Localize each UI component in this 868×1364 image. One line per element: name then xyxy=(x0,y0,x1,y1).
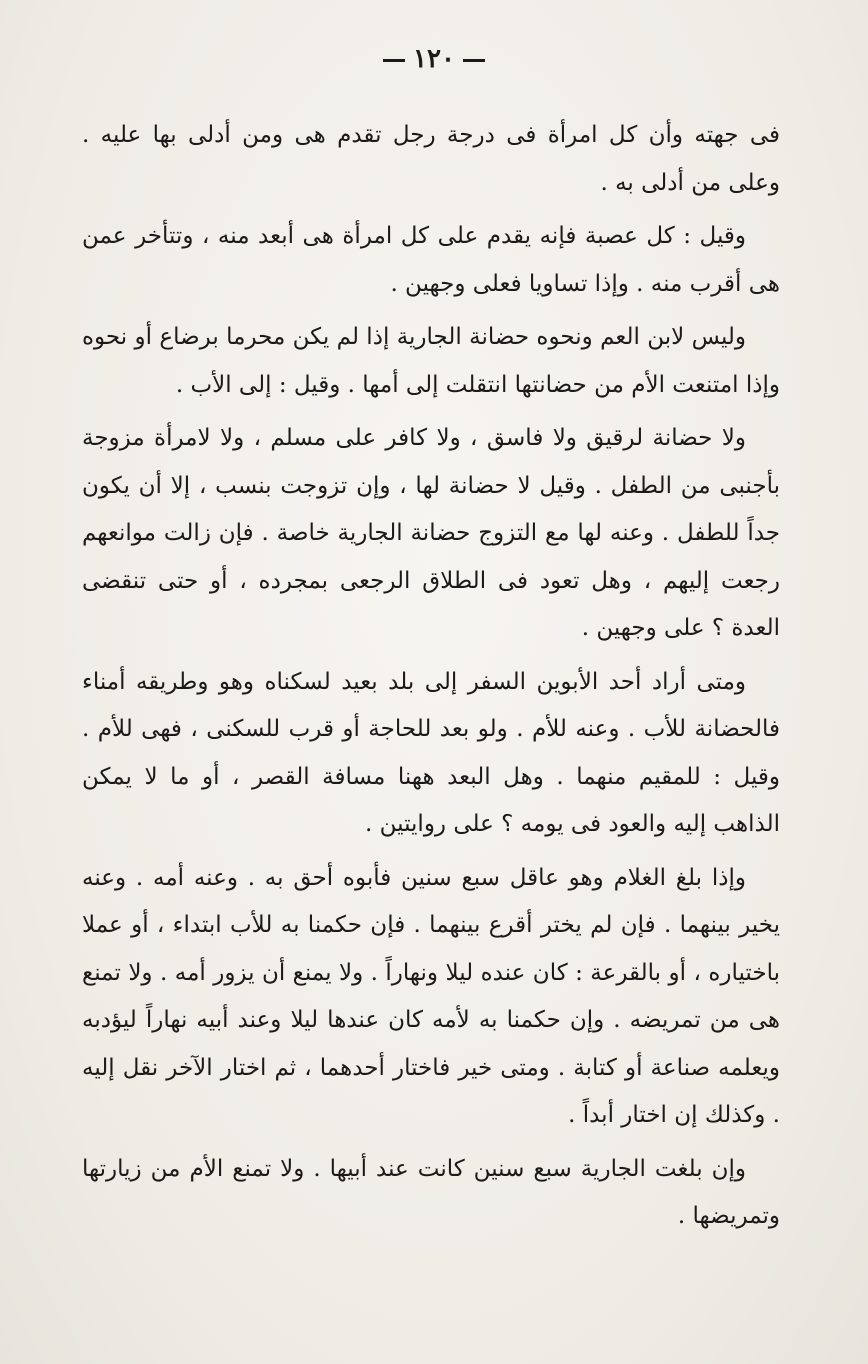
paragraph-4: ولا حضانة لرقيق ولا فاسق ، ولا كافر على مسلم ، ولا لامرأة مزوجة بأجنبى من الطفل . وقيل لا حضانة لها ، وإن تزوجت بنسب ، إلا أن يكون جداً للطفل . وعنه لها مع التزوج حضانة الجارية خاصة . فإن زالت موانعهم رجعت إليهم ، وهل تعود فى الطلاق الرجعى بمجرده ، أو حتى تنقضى العدة ؟ على وجهين . xyxy=(82,425,780,641)
page-number xyxy=(0,44,868,74)
paragraph-2: وقيل : كل عصبة فإنه يقدم على كل امرأة هى أبعد منه ، وتتأخر عمن هى أقرب منه . وإذا تساويا فعلى وجهين . xyxy=(82,223,780,297)
page-body xyxy=(82,112,780,1247)
paragraph-7: وإن بلغت الجارية سبع سنين كانت عند أبيها . ولا تمنع الأم من زيارتها وتمريضها . xyxy=(82,1155,780,1229)
paragraph-1: فى جهته وأن كل امرأة فى درجة رجل تقدم هى ومن أدلى بها عليه . وعلى من أدلى به . xyxy=(82,122,780,196)
paragraph-5: ومتى أراد أحد الأبوين السفر إلى بلد بعيد لسكناه وهو وطريقه أمناء فالحضانة للأب . وعنه للأم . ولو بعد للحاجة أو قرب للسكنى ، فهى للأم . وقيل : للمقيم منهما . وهل البعد ههنا مسافة القصر ، أو ما لا يمكن الذاهب إليه والعود فى يومه ؟ على روايتين . xyxy=(82,668,780,837)
left-dash xyxy=(383,59,405,62)
paragraph-6: وإذا بلغ الغلام وهو عاقل سبع سنين فأبوه أحق به . وعنه أمه . وعنه يخير بينهما . فإن لم يختر أقرع بينهما . فإن حكمنا به للأب ابتداء ، أو عملا باختياره ، أو بالقرعة : كان عنده ليلا ونهاراً . ولا يمنع أن يزور أمه . ولا تمنع هى من تمريضه . وإن حكمنا به لأمه كان عندها ليلا وعند أبيه نهاراً ليؤدبه ويعلمه صناعة أو كتابة . ومتى خير فاختار أحدهما ، ثم اختار الآخر نقل إليه . وكذلك إن اختار أبداً . xyxy=(82,864,780,1128)
paragraph-3: وليس لابن العم ونحوه حضانة الجارية إذا لم يكن محرما برضاع أو نحوه وإذا امتنعت الأم من حضانتها انتقلت إلى أمها . وقيل : إلى الأب . xyxy=(82,324,780,398)
page-number-value: ١٢٠ xyxy=(413,44,455,74)
right-dash xyxy=(463,59,485,62)
